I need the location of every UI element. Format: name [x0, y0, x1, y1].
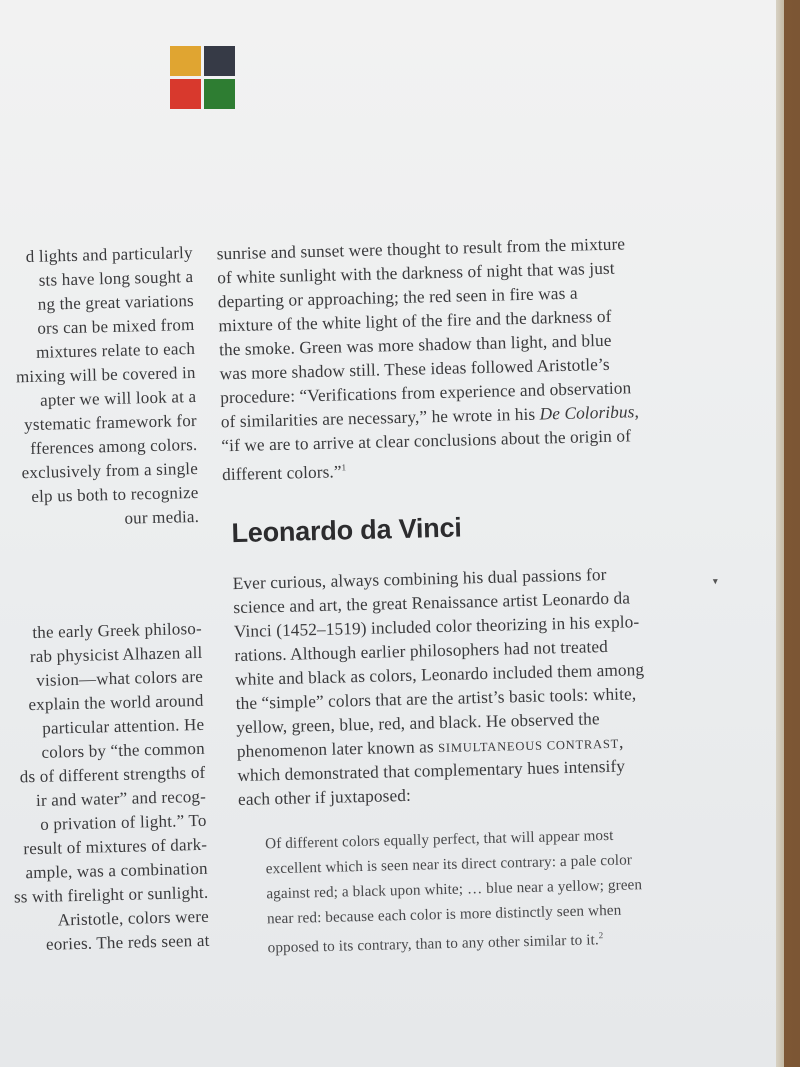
left-line: apter we will look at a	[39, 386, 197, 410]
leonardo-paragraph	[232, 561, 708, 812]
left-line: eories. The reds seen at	[45, 930, 210, 954]
leonardo-quote	[265, 820, 738, 956]
line-text: phenomenon later known as	[236, 737, 439, 762]
paragraph-line: Vinci (1452–1519) included color theorizing in his explo-	[233, 612, 640, 642]
left-line: d lights and particularly	[25, 242, 193, 267]
left-line: colors by “the common	[41, 738, 206, 762]
left-line: the early Greek philoso-	[32, 618, 203, 643]
paragraph-line: mixture of the white light of the fire and the darkness of	[218, 306, 612, 336]
footnote-marker: 2	[598, 930, 604, 941]
line-text: opposed to its contrary, than to any other similar to it.	[267, 931, 599, 957]
left-line: Aristotle, colors were	[57, 906, 210, 930]
quote-line: excellent which is seen near its direct contrary: a pale color	[265, 851, 633, 878]
left-line: our media.	[124, 506, 200, 528]
left-line: ss with firelight or sunlight.	[13, 882, 209, 907]
left-line: ir and water” and recog-	[35, 786, 207, 810]
paragraph-line: science and art, the great Renaissance artist Leonardo da	[233, 588, 631, 618]
paragraph-line: the “simple” colors that are the artist’s basic tools: white,	[235, 684, 637, 714]
left-line: vision—what colors are	[36, 666, 204, 690]
small-caps-term: SIMULTANEOUS CONTRAST	[437, 736, 620, 756]
paragraph-line: rations. Although earlier philosophers had not treated	[234, 636, 609, 666]
left-line: o privation of light.” To	[39, 810, 207, 834]
quote-line: near red: because each color is more distinctly seen when	[266, 901, 622, 928]
paragraph-line: “if we are to arrive at clear conclusions about the origin of	[221, 426, 632, 456]
paragraph-line: which demonstrated that complementary hues intensify	[237, 756, 626, 786]
paragraph-line: the smoke. Green was more shadow than light, and blue	[218, 330, 612, 360]
small-pen-mark: ▾	[712, 576, 719, 588]
punctuation: ,	[618, 732, 624, 752]
paragraph-line: Ever curious, always combining his dual passions for	[232, 564, 607, 594]
paragraph-line: sunrise and sunset were thought to result from the mixture	[216, 234, 626, 264]
right-column-top-paragraph	[216, 231, 692, 485]
left-line: ample, was a combination	[25, 858, 208, 883]
left-line: rab physicist Alhazen all	[29, 642, 203, 667]
paragraph-line: was more shadow still. These ideas followed Aristotle’s	[219, 354, 610, 384]
left-line: explain the world around	[28, 690, 204, 715]
line-text: of similarities are necessary,” he wrote in his	[220, 404, 540, 432]
left-line: sts have long sought a	[38, 266, 194, 290]
line-text: different colors.”	[221, 462, 342, 485]
paragraph-line: procedure: “Verifications from experience and observation	[219, 378, 632, 408]
left-line: result of mixtures of dark-	[23, 834, 208, 859]
left-line: ystematic framework for	[23, 410, 198, 435]
paragraph-line: of white sunlight with the darkness of night that was just	[217, 258, 615, 288]
paragraph-line: white and black as colors, Leonardo included them among	[234, 660, 645, 690]
left-line: exclusively from a single	[21, 458, 199, 483]
quote-line: Of different colors equally perfect, that will appear most	[264, 826, 614, 853]
left-line: particular attention. He	[42, 714, 205, 738]
paragraph-line: departing or approaching; the red seen in fire was a	[217, 283, 578, 312]
left-line: ds of different strengths of	[19, 762, 206, 787]
left-line: ng the great variations	[37, 290, 195, 314]
book-title-italic: De Coloribus	[539, 402, 635, 424]
left-line: mixing will be covered in	[15, 362, 196, 387]
left-line: ors can be mixed from	[37, 314, 195, 338]
left-line: elp us both to recognize	[31, 482, 199, 506]
left-line: mixtures relate to each	[35, 338, 196, 362]
page-edge	[776, 0, 784, 1067]
footnote-marker: 1	[341, 462, 347, 473]
paragraph-line: yellow, green, blue, red, and black. He observed the	[236, 709, 600, 738]
section-heading: Leonardo da Vinci	[231, 512, 462, 549]
paragraph-line: each other if juxtaposed:	[237, 785, 412, 810]
punctuation: ,	[634, 402, 640, 422]
quote-line: against red; a black upon white; … blue near a yellow; green	[266, 876, 643, 903]
left-line: fferences among colors.	[30, 434, 198, 459]
